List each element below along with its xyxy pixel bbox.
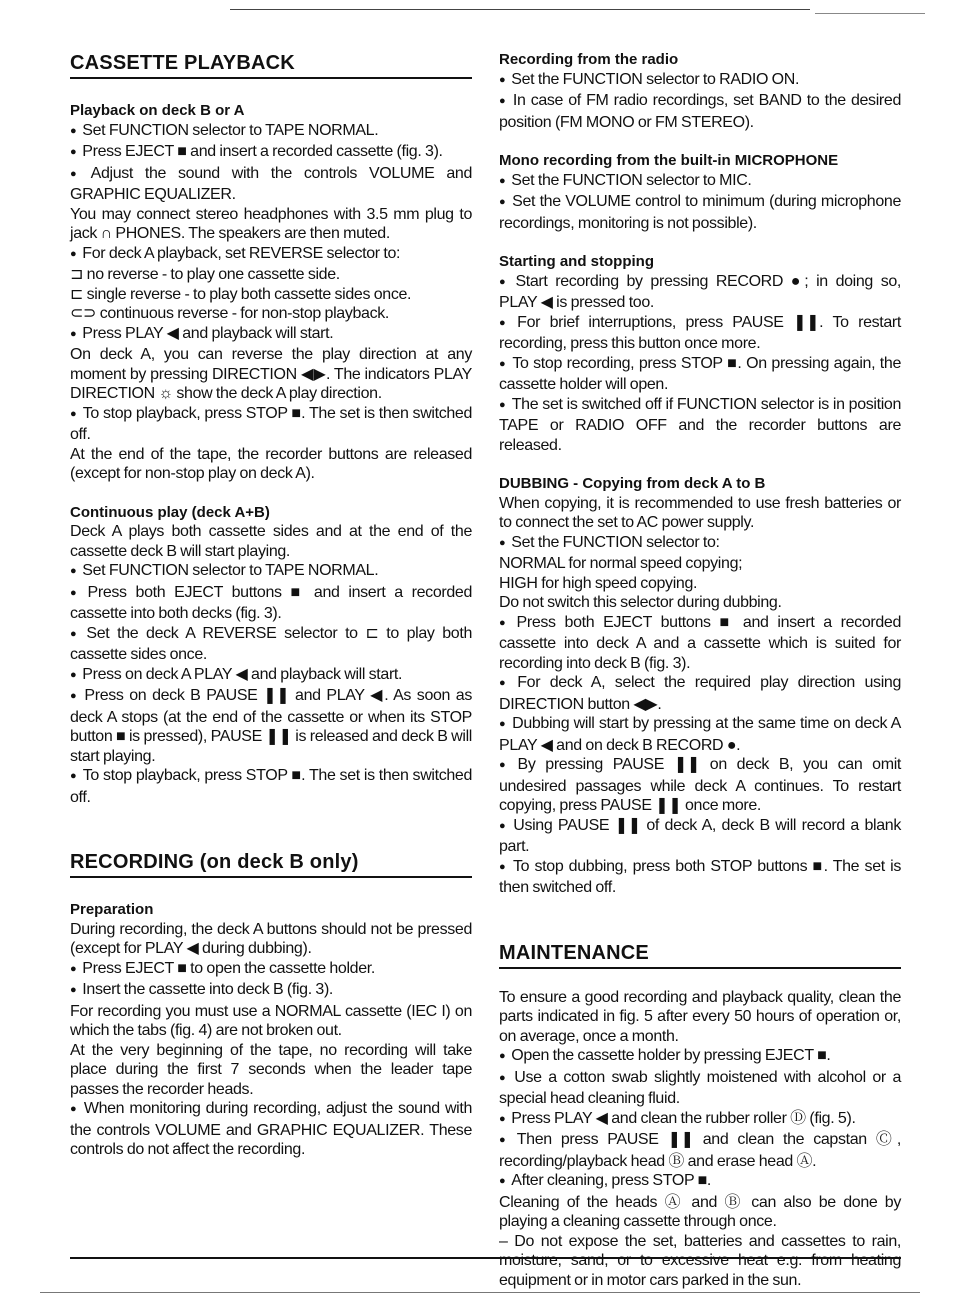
dubbing-text: When copying, it is recommended to use fresh batteries or to connect the set to AC power supply. bbox=[499, 494, 901, 531]
playback-heading: Playback on deck B or A bbox=[70, 102, 245, 119]
start-step: ● To stop recording, press STOP ■. On pressing again, the cassette holder will open. bbox=[499, 354, 901, 395]
right-column bbox=[499, 50, 901, 1290]
start-stop-heading: Starting and stopping bbox=[499, 253, 654, 270]
dubbing-heading: DUBBING - Copying from deck A to B bbox=[499, 475, 766, 492]
scan-top-rule bbox=[230, 9, 810, 10]
maintenance-heading: MAINTENANCE bbox=[499, 940, 901, 969]
playback-step: ● For deck A playback, set REVERSE selector to: bbox=[70, 244, 472, 266]
maintenance-step: ● After cleaning, press STOP ■. bbox=[499, 1171, 901, 1193]
playback-step: ● Press EJECT ■ and insert a recorded cassette (fig. 3). bbox=[70, 142, 472, 164]
dubbing-step: ● Set the FUNCTION selector to: bbox=[499, 533, 901, 555]
start-step: ● For brief interruptions, press PAUSE ❚❚. To restart recording, press this button once more. bbox=[499, 313, 901, 354]
dubbing-text: NORMAL for normal speed copying; bbox=[499, 555, 743, 572]
continuous-step: ● Press both EJECT buttons ■ and insert a recorded cassette into both decks (fig. 3). bbox=[70, 583, 472, 624]
continuous-text: Deck A plays both cassette sides and at the end of the cassette deck B will start playing. bbox=[70, 523, 472, 560]
radio-recording-heading: Recording from the radio bbox=[499, 51, 679, 68]
playback-step: ● Adjust the sound with the controls VOLUME and GRAPHIC EQUALIZER. bbox=[70, 164, 472, 205]
recording-heading: RECORDING (on deck B only) bbox=[70, 849, 472, 878]
playback-step: ● Set FUNCTION selector to TAPE NORMAL. bbox=[70, 121, 472, 143]
dubbing-step: ● For deck A, select the required play direction using DIRECTION button ◀▶. bbox=[499, 673, 901, 714]
maintenance-step: ● Use a cotton swab slightly moistened with alcohol or a special head cleaning fluid. bbox=[499, 1068, 901, 1109]
continuous-step: ● Set the deck A REVERSE selector to ⊏ to play both cassette sides once. bbox=[70, 624, 472, 665]
dubbing-step: ● By pressing PAUSE ❚❚ on deck B, you can omit undesired passages while deck A continues. To restart copying, press PAUSE ❚❚ once more. bbox=[499, 755, 901, 816]
continuous-step: ● Press on deck A PLAY ◀ and playback will start. bbox=[70, 665, 472, 687]
preparation-step: ● Press EJECT ■ to open the cassette holder. bbox=[70, 959, 472, 981]
cassette-playback-heading: CASSETTE PLAYBACK bbox=[70, 50, 472, 79]
left-column bbox=[70, 50, 472, 1160]
maintenance-step: ● Press PLAY ◀ and clean the rubber roller Ⓓ (fig. 5). bbox=[499, 1109, 901, 1131]
playback-text: At the end of the tape, the recorder buttons are released (except for non-stop play on deck A). bbox=[70, 445, 472, 482]
continuous-play-heading: Continuous play (deck A+B) bbox=[70, 503, 270, 521]
dubbing-text: Do not switch this selector during dubbing. bbox=[499, 594, 782, 611]
preparation-step: ● Insert the cassette into deck B (fig. 3). bbox=[70, 980, 472, 1002]
continuous-step: ● Press on deck B PAUSE ❚❚ and PLAY ◀. As soon as deck A stops (at the end of the cassette or when its STOP button ■ is pressed), PAUSE ❚❚ is released and deck B will start playing. bbox=[70, 686, 472, 766]
dubbing-step: ● Press both EJECT buttons ■ and insert a recorded cassette into deck A and a cassette which is suited for recording into deck B (fig. 3). bbox=[499, 613, 901, 674]
continuous-step: ● To stop playback, press STOP ■. The set is then switched off. bbox=[70, 766, 472, 807]
radio-step: ● In case of FM radio recordings, set BAND to the desired position (FM MONO or FM STEREO). bbox=[499, 91, 901, 132]
scan-top-rule-right bbox=[815, 13, 925, 14]
maintenance-text: Cleaning of the heads Ⓐ and Ⓑ can also be done by playing a cleaning cassette through once. bbox=[499, 1193, 901, 1230]
dubbing-step: ● Dubbing will start by pressing at the same time on deck A PLAY ◀ and on deck B RECORD ●. bbox=[499, 714, 901, 755]
playback-step: ● To stop playback, press STOP ■. The set is then switched off. bbox=[70, 404, 472, 445]
continuous-step: ● Set FUNCTION selector to TAPE NORMAL. bbox=[70, 561, 472, 583]
playback-step: ● Press PLAY ◀ and playback will start. bbox=[70, 324, 472, 346]
dubbing-step: ● Using PAUSE ❚❚ of deck A, deck B will record a blank part. bbox=[499, 816, 901, 857]
radio-step: ● Set the FUNCTION selector to RADIO ON. bbox=[499, 70, 901, 92]
preparation-heading: Preparation bbox=[70, 901, 154, 918]
bottom-divider bbox=[70, 1257, 901, 1259]
playback-text: On deck A, you can reverse the play direction at any moment by pressing DIRECTION ◀▶. The indicators PLAY DIRECTION ☼ show the deck A play direction. bbox=[70, 346, 472, 402]
microphone-heading: Mono recording from the built-in MICROPHONE bbox=[499, 152, 839, 169]
scan-bottom-rule bbox=[40, 1292, 920, 1293]
preparation-text: During recording, the deck A buttons should not be pressed (except for PLAY ◀ during dubbing). bbox=[70, 920, 472, 957]
maintenance-text: To ensure a good recording and playback quality, clean the parts indicated in fig. 5 after every 50 hours of operation or, on average, once a month. bbox=[499, 988, 901, 1045]
reverse-option: ⊏ single reverse - to play both cassette sides once. bbox=[70, 285, 412, 303]
dubbing-text: HIGH for high speed copying. bbox=[499, 574, 698, 592]
maintenance-text: – Do not expose the set, batteries and cassettes to rain, moisture, sand, or to excessive heat e.g. from heating equipment or in motor cars parked in the sun. bbox=[499, 1232, 901, 1289]
start-step: ● The set is switched off if FUNCTION selector is in position TAPE or RADIO OFF and the recorder buttons are released. bbox=[499, 395, 901, 456]
maintenance-step: ● Open the cassette holder by pressing EJECT ■. bbox=[499, 1046, 901, 1068]
reverse-option: ⊂⊃ continuous reverse - for non-stop playback. bbox=[70, 305, 389, 322]
start-step: ● Start recording by pressing RECORD ●; in doing so, PLAY ◀ is pressed too. bbox=[499, 272, 901, 313]
maintenance-step: ● Then press PAUSE ❚❚ and clean the capstan Ⓒ, recording/playback head Ⓑ and erase head Ⓐ. bbox=[499, 1130, 901, 1171]
preparation-text: At the very beginning of the tape, no recording will take place during the first 7 seconds when the leader tape passes the recorder heads. bbox=[70, 1041, 472, 1098]
mic-step: ● Set the VOLUME control to minimum (during microphone recordings, monitoring is not possible). bbox=[499, 192, 901, 233]
playback-text: You may connect stereo headphones with 3.5 mm plug to jack ∩ PHONES. The speakers are then muted. bbox=[70, 205, 472, 242]
mic-step: ● Set the FUNCTION selector to MIC. bbox=[499, 171, 901, 193]
preparation-text: For recording you must use a NORMAL cassette (IEC I) on which the tabs (fig. 4) are not broken out. bbox=[70, 1002, 472, 1039]
dubbing-step: ● To stop dubbing, press both STOP buttons ■. The set is then switched off. bbox=[499, 857, 901, 898]
reverse-option: ⊐ no reverse - to play one cassette side. bbox=[70, 266, 340, 283]
preparation-step: ● When monitoring during recording, adjust the sound with the controls VOLUME and GRAPHIC EQUALIZER. These controls do not affect the recording. bbox=[70, 1099, 472, 1160]
